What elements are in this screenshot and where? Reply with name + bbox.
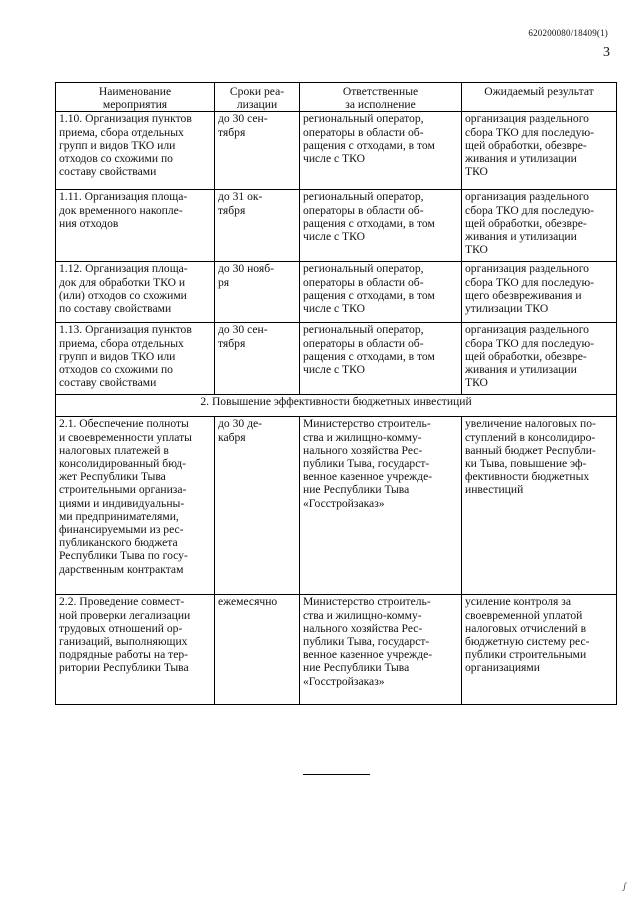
- section-title: 2. Повышение эффективности бюджетных инвестиций: [56, 395, 617, 417]
- header-deadline: Сроки реа- лизации: [215, 83, 300, 112]
- table-row: [56, 595, 617, 705]
- cell-deadline: до 30 де- кабря: [215, 417, 300, 595]
- cell-responsible: региональный оператор, операторы в области об- ращения с отходами, в том числе с ТКО: [300, 112, 462, 190]
- closing-divider: [303, 774, 370, 775]
- cell-responsible: Министерство строитель- ства и жилищно-комму- нального хозяйства Рес- публики Тыва, государст- венное казенное учрежде- ние Республики Тыва «Госстройзаказ»: [300, 417, 462, 595]
- cell-responsible: региональный оператор, операторы в области об- ращения с отходами, в том числе с ТКО: [300, 190, 462, 262]
- header-name: Наименование мероприятия: [56, 83, 215, 112]
- header-responsible: Ответственные за исполнение: [300, 83, 462, 112]
- cell-result: организация раздельного сбора ТКО для последую- щей обработки, обезвре- живания и утилизации ТКО: [462, 190, 617, 262]
- cell-deadline: до 30 нояб- ря: [215, 262, 300, 323]
- table-row: [56, 262, 617, 323]
- cell-deadline: ежемесячно: [215, 595, 300, 705]
- cell-result: организация раздельного сбора ТКО для последую- щего обезвреживания и утилизации ТКО: [462, 262, 617, 323]
- page-number: 3: [603, 45, 610, 60]
- document-number: 620200080/18409(1): [528, 28, 608, 38]
- measures-table: [55, 82, 617, 705]
- table-row: [56, 417, 617, 595]
- table-row: [56, 323, 617, 395]
- section-row: [56, 395, 617, 417]
- table-row: [56, 190, 617, 262]
- cell-result: организация раздельного сбора ТКО для последую- щей обработки, обезвре- живания и утилизации ТКО: [462, 323, 617, 395]
- cell-name: 1.11. Организация площа- док временного накопле- ния отходов: [56, 190, 215, 262]
- cell-deadline: до 31 ок- тября: [215, 190, 300, 262]
- cell-result: увеличение налоговых по- ступлений в консолидиро- ванный бюджет Республи- ки Тыва, повышение эф- фективности бюджетных инвестиций: [462, 417, 617, 595]
- corner-mark: ʃ: [623, 881, 626, 891]
- cell-name: 2.1. Обеспечение полноты и своевременности уплаты налоговых платежей в консолидированный бюд- жет Республики Тыва строительными организа- циями и индивидуальны- ми предпринимателями, финансируемыми из рес- публиканского бюджета Республики Тыва по госу- дарственным контрактам: [56, 417, 215, 595]
- cell-name: 1.13. Организация пунктов приема, сбора отдельных групп и видов ТКО или отходов со схожими по составу свойствами: [56, 323, 215, 395]
- cell-name: 1.12. Организация площа- док для обработки ТКО и (или) отходов со схожими по составу свойствами: [56, 262, 215, 323]
- table-header-row: [56, 83, 617, 112]
- header-result: Ожидаемый результат: [462, 83, 617, 112]
- cell-deadline: до 30 сен- тября: [215, 112, 300, 190]
- cell-responsible: региональный оператор, операторы в области об- ращения с отходами, в том числе с ТКО: [300, 323, 462, 395]
- table-row: [56, 112, 617, 190]
- cell-result: организация раздельного сбора ТКО для последую- щей обработки, обезвре- живания и утилизации ТКО: [462, 112, 617, 190]
- cell-deadline: до 30 сен- тября: [215, 323, 300, 395]
- cell-result: усиление контроля за своевременной уплатой налоговых отчислений в бюджетную систему рес- публики строительными организациями: [462, 595, 617, 705]
- cell-name: 1.10. Организация пунктов приема, сбора отдельных групп и видов ТКО или отходов со схожими по составу свойствами: [56, 112, 215, 190]
- cell-name: 2.2. Проведение совмест- ной проверки легализации трудовых отношений ор- ганизаций, выполняющих подрядные работы на тер- ритории Республики Тыва: [56, 595, 215, 705]
- cell-responsible: региональный оператор, операторы в области об- ращения с отходами, в том числе с ТКО: [300, 262, 462, 323]
- cell-responsible: Министерство строитель- ства и жилищно-комму- нального хозяйства Рес- публики Тыва, государст- венное казенное учрежде- ние Республики Тыва «Госстройзаказ»: [300, 595, 462, 705]
